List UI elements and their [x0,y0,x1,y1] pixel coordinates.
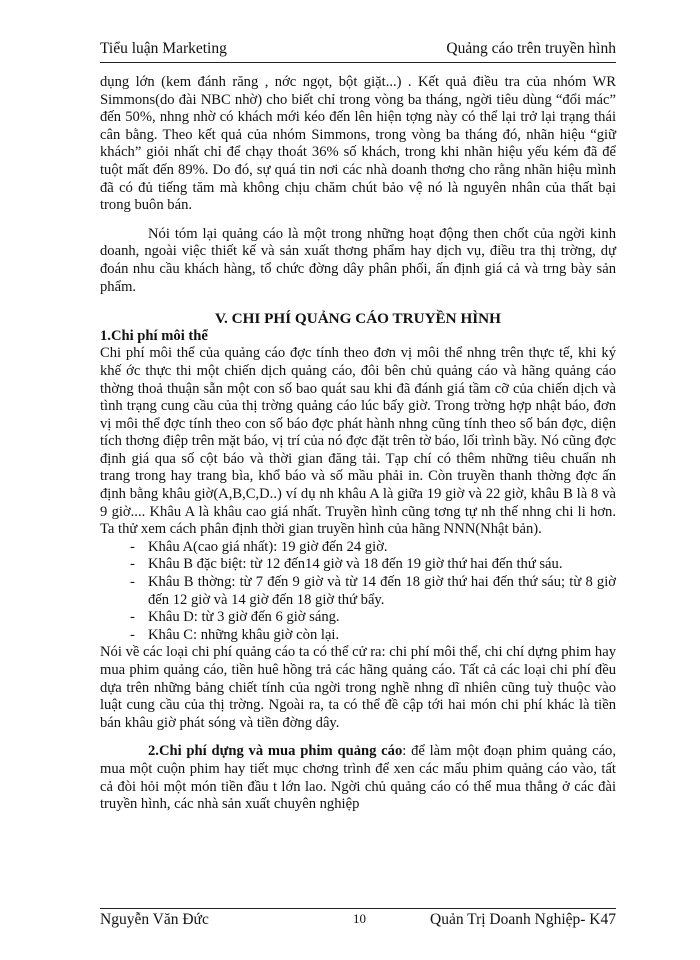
paragraph-summary: Nói tóm lại quảng cáo là một trong những hoạt động then chốt của ngời kinh doanh, ngoài việc thiết kế và sản xuất thơng phẩm hay dịch vụ, điều tra thị trờng, dự đoán nhu cầu khách hàng, tổ chức đờng dây phân phối, ấn định giá cả và trng bày sản phẩm. [100,225,616,295]
list-dash: - [130,626,135,643]
list-item [130,556,616,574]
paragraph-media-cost: Chi phí môi thể của quảng cáo đợc tính theo đơn vị môi thể nhng trên thực tế, khi ký khế ớc thực thi một chiến dịch quảng cáo, đôi bên chủ quảng cáo và hãng quảng cáo thờng thoả thuận sẵn một con số bao quát sau khi đã đánh giá tầm cỡ của chiến dịch và tình trạng cung cầu của thị trờng quảng cáo lúc bấy giờ. Trong trờng hợp nhật báo, đơn vị môi thể đợc tính theo con số báo đợc phát hành nhng cũng tính theo số bán đợc, diện tích thơng điệp trên mặt báo, vị trí của nó đợc đặt trên tờ báo, lối trình bầy. Nó cũng đợc định giá qua số cột báo và thời gian đăng tải. Tạp chí có thêm những tiêu chuẩn nh trang trong hay trang bìa, khổ báo và số mầu phải in. Còn truyền thanh thờng đợc ấn định bằng khâu giờ(A,B,C,D..) ví dụ nh khâu A là giữa 19 giờ và 22 giờ, khâu B là 8 và 9 giờ.... Khâu A là khâu cao giá nhất. Truyền hình cũng tơng tự nh thế nhng chi li hơn. Ta thử xem cách phân định thời gian truyền hình của hãng NNN(Nhật bản). [100,345,616,538]
list-item-text: Khâu D: từ 3 giờ đến 6 giờ sáng. [148,609,340,626]
list-item [130,627,616,645]
list-item-text: Khâu B đặc biệt: từ 12 đến14 giờ và 18 đến 19 giờ thứ hai đến thứ sáu. [148,556,563,573]
list-dash: - [130,556,135,573]
list-item-text: Khâu A(cao giá nhất): 19 giờ đến 24 giờ. [148,538,388,555]
paragraph-film-cost-text: : để làm một đoạn phim quảng cáo, mua một cuộn phim hay tiết mục chơng trình để xen các mẩu phim quảng cáo vào, tất cả đòi hỏi một món tiền đầu t lớn lao. Ngời chủ quảng cáo có thể mua thẳng ở các đài truyền hình, các nhà sản xuất chuyên nghiệp [100,743,616,813]
section-heading: V. CHI PHÍ QUẢNG CÁO TRUYỀN HÌNH [215,310,501,328]
subsection-heading-film-cost: 2.Chi phí dựng và mua phim quảng cáo [148,743,403,760]
paragraph-cost-types: Nói về các loại chi phí quảng cáo ta có thể cử ra: chi phí môi thể, chi chí dựng phim hay mua phim quảng cáo, tiền huê hồng trả các hãng quảng cáo. Tất cả các loại chi phí đều dựa trên những bảng chiết tính của ngời trong nghề nhng dĩ nhiên cũng tuỳ thuộc vào luật cung cầu của thị trờng. Ngoài ra, ta có thể đề cập tới hai món chi phí khác là tiền bán khâu giờ phát sóng và tiền đờng dây. [100,644,616,731]
list-item [130,539,616,557]
page-body [100,74,616,814]
list-item [130,609,616,627]
list-dash: - [130,574,135,591]
time-slot-list [100,539,616,645]
page-footer [100,908,616,933]
subsection-heading-media-cost: 1.Chi phí môi thể [100,327,208,344]
page-header [100,40,616,63]
header-left-title: Tiểu luận Marketing [100,40,227,57]
page-number: 10 [353,911,366,926]
footer-course: Quản Trị Doanh Nghiệp- K47 [430,911,616,928]
header-right-title: Quảng cáo trên truyền hình [446,40,616,57]
list-dash: - [130,538,135,555]
list-item-text: Khâu C: những khâu giờ còn lại. [148,626,340,643]
list-item-text: Khâu B thờng: từ 7 đến 9 giờ và từ 14 đến 18 giờ thứ hai đến thứ sáu; từ 8 giờ đến 12 giờ và 14 giờ đến 18 giờ thứ bẩy. [148,574,616,608]
list-dash: - [130,609,135,626]
paragraph-survey-results: dụng lớn (kem đánh răng , nớc ngọt, bột giặt...) . Kết quả điều tra của nhóm WR Simmons(do đài NBC nhờ) cho biết chỉ trong vòng ba tháng, ngời tiêu dùng “đổi mác” đến 50%, nhng nhờ có khách mới kéo đến lên hiện tợng này có thể lại trở lại trạng thái cân bằng. Theo kết quả của nhóm Simmons, trong vòng ba tháng đó, nhãn hiệu “giữ khách” giỏi nhất chỉ để chạy thoát 36% số khách, trong khi nhãn hiệu yếu kém đã để tuột mất đến 89%. Do đó, sự quá tin nơi các nhà doanh thơng cho rằng nhãn hiệu mình đã có đủ tiếng tăm mà không chịu chăm chút bảo vệ nó là nguyên nhân của thất bại trong buôn bán. [100,74,616,214]
paragraph-film-cost [100,743,616,813]
list-item [130,574,616,609]
footer-author: Nguyễn Văn Đức [100,911,209,928]
